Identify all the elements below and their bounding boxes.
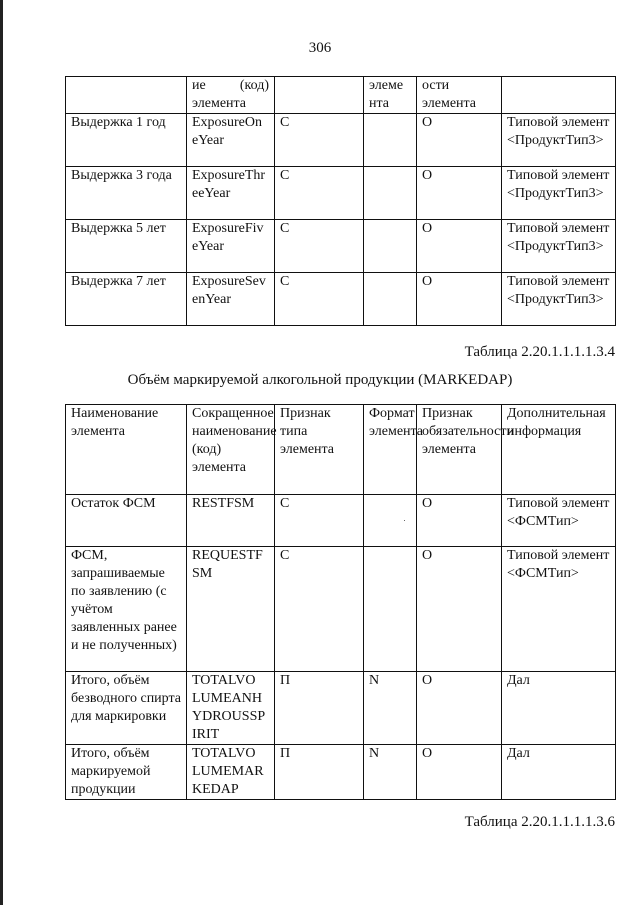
header-cell: ости элемента (417, 77, 502, 114)
element-format (364, 495, 417, 547)
header-cell: Наименование элемента (66, 405, 187, 495)
element-type: П (275, 745, 364, 800)
element-code: ExposureSev enYear (187, 273, 275, 326)
element-name: Выдержка 3 года (66, 167, 187, 220)
header-cell (66, 77, 187, 114)
page-number: 306 (308, 40, 332, 56)
element-code: ExposureFiv eYear (187, 220, 275, 273)
element-info: Типовой элемент <ПродуктТип3> (502, 273, 616, 326)
element-code: REQUESTF SM (187, 547, 275, 672)
table-title: Объём маркируемой алкогольной продукции (MARKEDAP) (127, 372, 513, 388)
element-info: Дал (502, 672, 616, 745)
header-cell: ие (код) элемента (187, 77, 275, 114)
element-format (364, 167, 417, 220)
table-markedap (65, 404, 616, 800)
element-type: С (275, 495, 364, 547)
element-format (364, 273, 417, 326)
element-info: Типовой элемент <ФСМТип> (502, 547, 616, 672)
table-row (66, 495, 616, 547)
element-code: ExposureThr eeYear (187, 167, 275, 220)
header-cell (502, 77, 616, 114)
element-name: Выдержка 7 лет (66, 273, 187, 326)
header-cell: Признак типа элемента (275, 405, 364, 495)
element-code: ExposureOn eYear (187, 114, 275, 167)
header-cell: Признак обязательности элемента (417, 405, 502, 495)
header-cell: Дополнительная информация (502, 405, 616, 495)
table-row (66, 273, 616, 326)
element-type: С (275, 547, 364, 672)
element-type: С (275, 114, 364, 167)
element-info: Типовой элемент <ПродуктТип3> (502, 167, 616, 220)
element-required: О (417, 745, 502, 800)
header-cell: Сокращенное наименование (код) элемента (187, 405, 275, 495)
table-caption: Таблица 2.20.1.1.1.1.3.4 (464, 344, 615, 360)
table-row (66, 167, 616, 220)
table-row (66, 114, 616, 167)
element-required: О (417, 672, 502, 745)
element-format (364, 547, 417, 672)
scan-edge (0, 0, 3, 905)
element-required: О (417, 495, 502, 547)
element-type: С (275, 273, 364, 326)
element-type: С (275, 167, 364, 220)
header-cell: Формат элемента (364, 405, 417, 495)
element-code: TOTALVO LUMEMAR KEDAP (187, 745, 275, 800)
table-caption: Таблица 2.20.1.1.1.1.3.6 (464, 814, 615, 830)
element-info: Типовой элемент <ФСМТип> (502, 495, 616, 547)
element-required: О (417, 273, 502, 326)
element-format: N (364, 745, 417, 800)
element-type: С (275, 220, 364, 273)
element-info: Дал (502, 745, 616, 800)
element-code: RESTFSM (187, 495, 275, 547)
element-code: TOTALVO LUMEANH YDROUSSP IRIT (187, 672, 275, 745)
element-required: О (417, 114, 502, 167)
header-cell: элеме нта (364, 77, 417, 114)
element-name: Выдержка 1 год (66, 114, 187, 167)
element-name: Итого, объём маркируемой продукции (66, 745, 187, 800)
element-required: О (417, 167, 502, 220)
table-header-row (66, 405, 616, 495)
header-cell (275, 77, 364, 114)
scan-speck (404, 520, 405, 521)
element-info: Типовой элемент <ПродуктТип3> (502, 220, 616, 273)
table-row (66, 745, 616, 800)
table-header-fragment (66, 77, 616, 114)
element-required: О (417, 220, 502, 273)
element-name: Выдержка 5 лет (66, 220, 187, 273)
element-info: Типовой элемент <ПродуктТип3> (502, 114, 616, 167)
element-format (364, 220, 417, 273)
element-name: Итого, объём безводного спирта для маркировки (66, 672, 187, 745)
element-required: О (417, 547, 502, 672)
element-name: ФСМ, запрашиваемые по заявлению (с учётом заявленных ранее и не полученных) (66, 547, 187, 672)
table-row (66, 220, 616, 273)
element-type: П (275, 672, 364, 745)
element-name: Остаток ФСМ (66, 495, 187, 547)
table-row (66, 547, 616, 672)
element-format: N (364, 672, 417, 745)
element-format (364, 114, 417, 167)
table-continuation (65, 76, 616, 326)
table-row (66, 672, 616, 745)
